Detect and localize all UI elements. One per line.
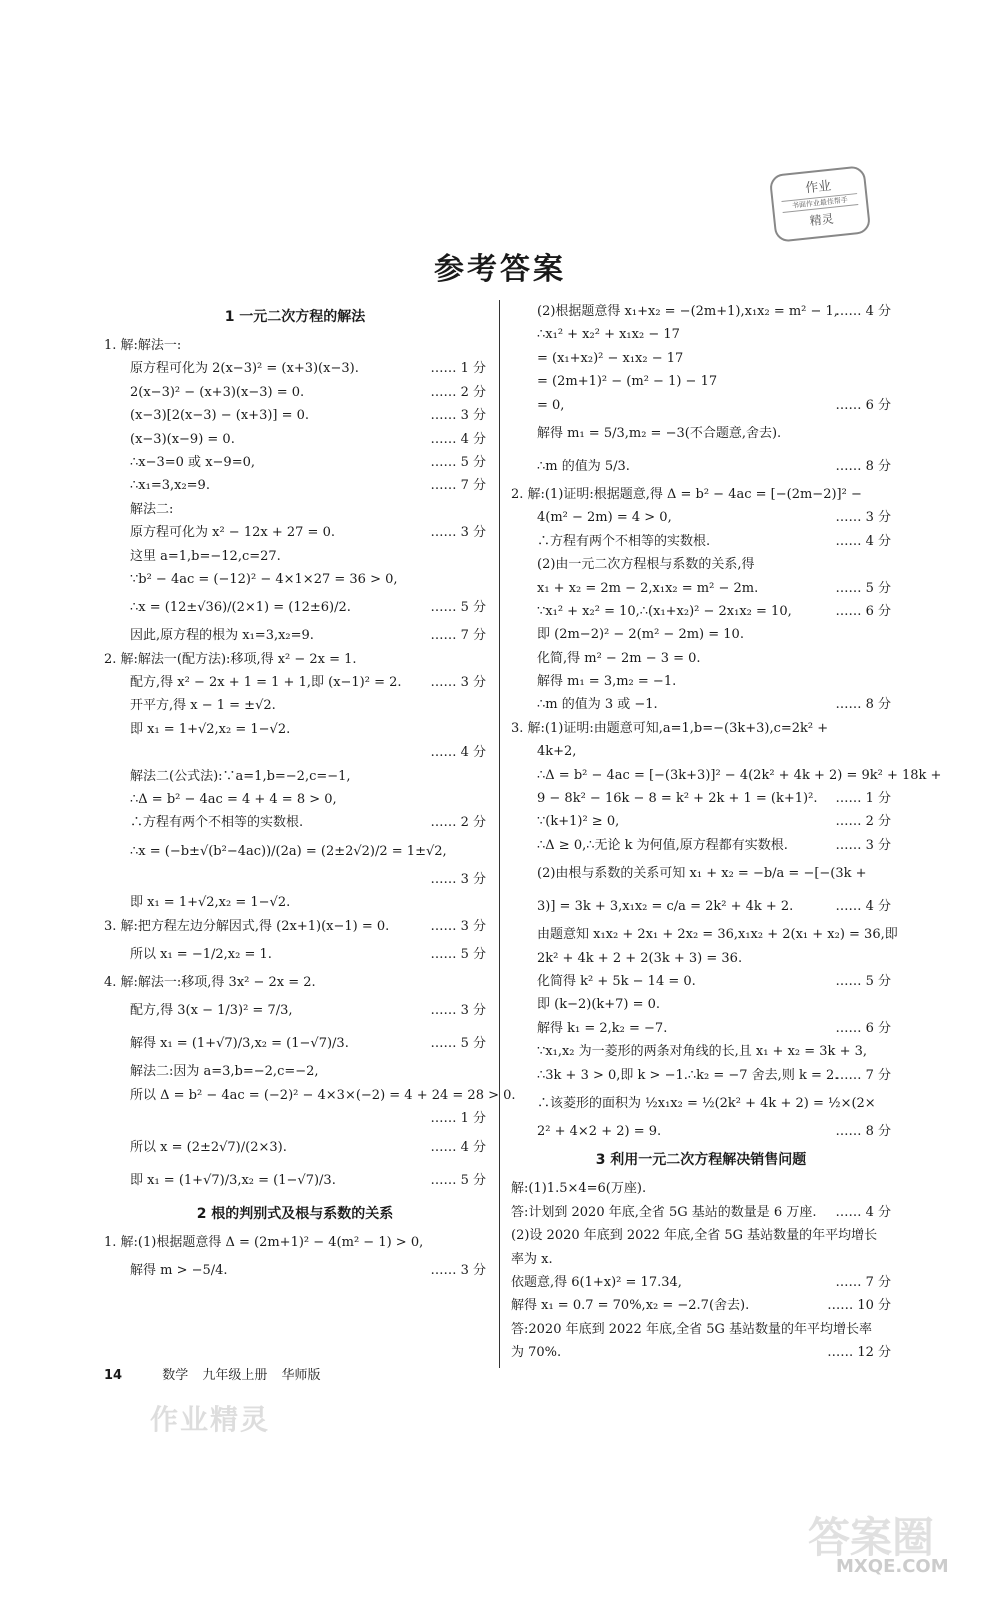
line-text: 解:(1)1.5×4=6(万座). bbox=[511, 1181, 647, 1197]
line-text: ∵b² − 4ac = (−12)² − 4×1×27 = 36 > 0, bbox=[130, 571, 398, 587]
answer-line bbox=[511, 857, 891, 890]
score-label: …… 4 分 bbox=[835, 899, 891, 915]
footer-grade: 九年级上册 bbox=[202, 1368, 268, 1383]
line-text: 解法二:因为 a=3,b=−2,c=−2, bbox=[130, 1064, 319, 1080]
score-label: …… 1 分 bbox=[835, 791, 891, 807]
line-text: (2)根据题意得 x₁+x₂ = −(2m+1),x₁x₂ = m² − 1, bbox=[537, 304, 838, 319]
line-text: 这里 a=1,b=−12,c=27. bbox=[130, 548, 281, 564]
score-label: …… 8 分 bbox=[835, 697, 891, 713]
answer-line bbox=[104, 334, 486, 357]
answer-line bbox=[104, 765, 486, 788]
section-heading bbox=[511, 1143, 891, 1177]
answer-line bbox=[104, 1084, 516, 1107]
answer-line bbox=[511, 834, 891, 857]
answer-line bbox=[511, 506, 891, 529]
answer-line bbox=[104, 788, 486, 811]
line-text: ∴方程有两个不相等的实数根. bbox=[130, 815, 304, 831]
line-text: ∴x−3=0 或 x−9=0, bbox=[130, 454, 255, 470]
answer-line bbox=[104, 694, 486, 717]
line-text: 即 (k−2)(k+7) = 0. bbox=[537, 997, 661, 1013]
line-text: 2(x−3)² − (x+3)(x−3) = 0. bbox=[130, 384, 305, 400]
line-text: 所以 x = (2±2√7)/(2×3). bbox=[130, 1139, 287, 1155]
answer-line bbox=[511, 1294, 891, 1317]
score-label: …… 3 分 bbox=[835, 510, 891, 526]
score-label: …… 4 分 bbox=[835, 1204, 891, 1220]
answer-line bbox=[104, 624, 486, 647]
answer-line bbox=[104, 1060, 486, 1083]
line-text: x₁ + x₂ = 2m − 2,x₁x₂ = m² − 2m. bbox=[537, 580, 759, 596]
score-label: …… 3 分 bbox=[430, 1262, 486, 1278]
answer-line bbox=[511, 394, 891, 417]
answer-line bbox=[104, 741, 486, 764]
line-text: 答:2020 年底到 2022 年底,全省 5G 基站数量的年平均增长率 bbox=[511, 1321, 872, 1337]
line-text: (2)设 2020 年底到 2022 年底,全省 5G 基站数量的年平均增长 bbox=[511, 1228, 878, 1244]
score-label: …… 3 分 bbox=[430, 408, 486, 424]
answer-line bbox=[511, 577, 891, 600]
score-label: …… 3 分 bbox=[430, 871, 486, 887]
line-text: 配方,得 3(x − 1/3)² = 7/3, bbox=[130, 1003, 293, 1019]
watermark-url: MXQE.COM bbox=[836, 1556, 949, 1577]
score-label: …… 7 分 bbox=[835, 1067, 891, 1083]
left-column bbox=[104, 300, 516, 1287]
line-text: 解法二: bbox=[130, 501, 174, 517]
answer-line bbox=[511, 740, 891, 763]
line-text: (2)由根与系数的关系可知 x₁ + x₂ = −b/a = −[−(3k + bbox=[537, 866, 867, 882]
line-text: 4. 解:解法一:移项,得 3x² − 2x = 2. bbox=[104, 974, 316, 990]
line-text: ∵x₁,x₂ 为一菱形的两条对角线的长,且 x₁ + x₂ = 3k + 3, bbox=[537, 1044, 867, 1060]
page-title: 参考答案 bbox=[434, 252, 566, 287]
answer-line bbox=[511, 417, 891, 450]
answer-line bbox=[104, 648, 486, 671]
line-text: 3. 解:把方程左边分解因式,得 (2x+1)(x−1) = 0. bbox=[104, 918, 390, 934]
line-text: ∴x₁=3,x₂=9. bbox=[130, 478, 210, 494]
answer-line bbox=[511, 693, 891, 716]
watermark-logo: 答案圈 bbox=[808, 1513, 935, 1562]
watermark-text: 作业精灵 bbox=[150, 1403, 271, 1436]
section-heading bbox=[104, 1197, 486, 1231]
score-label: …… 7 分 bbox=[835, 1274, 891, 1290]
line-text: (2)由一元二次方程根与系数的关系,得 bbox=[537, 557, 755, 573]
answer-line bbox=[104, 521, 486, 544]
line-text: 3 利用一元二次方程解决销售问题 bbox=[595, 1152, 807, 1169]
answer-line bbox=[104, 404, 486, 427]
answer-line bbox=[511, 1201, 891, 1224]
line-text: 解得 k₁ = 2,k₂ = −7. bbox=[537, 1020, 668, 1036]
line-text: ∴x₁² + x₂² + x₁x₂ − 17 bbox=[537, 327, 680, 343]
answer-line bbox=[511, 600, 891, 623]
line-text: 2² + 4×2 + 2) = 9. bbox=[537, 1123, 662, 1139]
score-label: …… 2 分 bbox=[430, 815, 486, 831]
answer-line bbox=[511, 993, 891, 1016]
score-label: …… 5 分 bbox=[430, 1036, 486, 1052]
answer-line bbox=[104, 811, 486, 834]
score-label: …… 5 分 bbox=[835, 580, 891, 596]
line-text: 1 一元二次方程的解法 bbox=[224, 309, 366, 325]
answer-line bbox=[511, 370, 891, 393]
answer-line bbox=[511, 1248, 891, 1271]
stamp-logo bbox=[769, 165, 872, 243]
answer-line bbox=[104, 1231, 486, 1254]
answer-line bbox=[104, 1027, 486, 1060]
answer-line bbox=[104, 451, 486, 474]
line-text: ∴方程有两个不相等的实数根. bbox=[537, 533, 711, 549]
answer-line bbox=[511, 787, 891, 810]
line-text: 1. 解:(1)根据题意得 Δ = (2m+1)² − 4(m² − 1) > 0, bbox=[104, 1234, 424, 1250]
score-label: …… 1 分 bbox=[430, 1111, 486, 1127]
score-label: …… 3 分 bbox=[430, 525, 486, 541]
line-text: 2. 解:解法一(配方法):移项,得 x² − 2x = 1. bbox=[104, 651, 357, 667]
right-column bbox=[511, 300, 942, 1364]
answer-line bbox=[511, 1318, 891, 1341]
line-text: ∴该菱形的面积为 ½x₁x₂ = ½(2k² + 4k + 2) = ½×(2× bbox=[537, 1095, 876, 1111]
line-text: ∴Δ ≥ 0,∴无论 k 为何值,原方程都有实数根. bbox=[537, 837, 788, 853]
answer-line bbox=[511, 947, 891, 970]
line-text: ∴m 的值为 3 或 −1. bbox=[537, 697, 658, 713]
answer-line bbox=[104, 1254, 486, 1287]
line-text: 即 x₁ = 1+√2,x₂ = 1−√2. bbox=[130, 895, 291, 911]
line-text: ∵x₁² + x₂² = 10,∴(x₁+x₂)² − 2x₁x₂ = 10, bbox=[537, 603, 792, 619]
line-text: 即 x₁ = (1+√7)/3,x₂ = (1−√7)/3. bbox=[130, 1172, 336, 1188]
score-label: …… 5 分 bbox=[430, 1172, 486, 1188]
score-label: …… 3 分 bbox=[430, 675, 486, 691]
score-label: …… 5 分 bbox=[430, 946, 486, 962]
line-text: 配方,得 x² − 2x + 1 = 1 + 1,即 (x−1)² = 2. bbox=[130, 675, 402, 691]
stamp-top: 作业 bbox=[804, 178, 832, 197]
score-label: …… 6 分 bbox=[835, 397, 891, 413]
answer-line bbox=[104, 381, 486, 404]
answer-line bbox=[511, 1271, 891, 1294]
line-text: 开平方,得 x − 1 = ±√2. bbox=[130, 698, 276, 714]
answer-line bbox=[104, 671, 486, 694]
answer-line bbox=[104, 545, 486, 568]
answer-line bbox=[511, 1064, 891, 1087]
score-label: …… 3 分 bbox=[430, 1003, 486, 1019]
footer-edition: 华师版 bbox=[281, 1368, 321, 1383]
line-text: 所以 Δ = b² − 4ac = (−2)² − 4×3×(−2) = 4 + 24 = 28 > 0. bbox=[130, 1087, 516, 1103]
answer-line bbox=[511, 1341, 891, 1364]
score-label: …… 3 分 bbox=[430, 918, 486, 934]
score-label: …… 3 分 bbox=[835, 837, 891, 853]
score-label: …… 8 分 bbox=[835, 1123, 891, 1139]
line-text: 原方程可化为 2(x−3)² = (x+3)(x−3). bbox=[130, 361, 359, 377]
answer-line bbox=[104, 1131, 486, 1164]
line-text: ∴Δ = b² − 4ac = [−(3k+3)]² − 4(2k² + 4k + 2) = 9k² + 18k + bbox=[537, 767, 942, 783]
footer-subject: 数学 bbox=[162, 1368, 189, 1383]
score-label: …… 2 分 bbox=[835, 814, 891, 830]
answer-line bbox=[104, 891, 486, 914]
line-text: 即 (2m−2)² − 2(m² − 2m) = 10. bbox=[537, 627, 744, 643]
score-label: …… 8 分 bbox=[835, 458, 891, 474]
answer-line bbox=[511, 670, 891, 693]
score-label: …… 6 分 bbox=[835, 603, 891, 619]
line-text: ∴Δ = b² − 4ac = 4 + 4 = 8 > 0, bbox=[130, 792, 337, 808]
score-label: …… 6 分 bbox=[835, 1020, 891, 1036]
line-text: 化简得 k² + 5k − 14 = 0. bbox=[537, 973, 696, 989]
answer-line bbox=[511, 1017, 891, 1040]
line-text: 4k+2, bbox=[537, 744, 577, 760]
answer-line bbox=[104, 498, 486, 521]
answer-line bbox=[104, 971, 486, 994]
line-text: (x−3)(x−9) = 0. bbox=[130, 431, 235, 447]
score-label: …… 4 分 bbox=[835, 533, 891, 549]
score-label: …… 5 分 bbox=[430, 454, 486, 470]
score-label: …… 12 分 bbox=[827, 1345, 891, 1361]
line-text: = (x₁+x₂)² − x₁x₂ − 17 bbox=[537, 350, 684, 366]
answer-line bbox=[511, 300, 891, 323]
answer-line bbox=[511, 1177, 891, 1200]
answer-line bbox=[104, 474, 486, 497]
line-text: ∴3k + 3 > 0,即 k > −1.∴k₂ = −7 舍去,则 k = 2. bbox=[537, 1067, 839, 1083]
answer-line bbox=[511, 1087, 891, 1120]
answer-line bbox=[104, 915, 486, 938]
stamp-bottom: 精灵 bbox=[808, 211, 835, 229]
score-label: …… 7 分 bbox=[430, 478, 486, 494]
line-text: = (2m+1)² − (m² − 1) − 17 bbox=[537, 374, 718, 390]
answer-line bbox=[511, 450, 891, 483]
line-text: ∴x = (12±√36)/(2×1) = (12±6)/2. bbox=[130, 600, 351, 616]
answer-line bbox=[511, 1120, 891, 1143]
score-label: …… 5 分 bbox=[835, 973, 891, 989]
line-text: 解得 m₁ = 3,m₂ = −1. bbox=[537, 674, 677, 690]
line-text: 化简,得 m² − 2m − 3 = 0. bbox=[537, 650, 701, 666]
answer-line bbox=[511, 970, 891, 993]
answer-line bbox=[511, 923, 898, 946]
answer-line bbox=[104, 868, 486, 891]
section-heading bbox=[104, 300, 486, 334]
line-text: (x−3)[2(x−3) − (x+3)] = 0. bbox=[130, 408, 310, 424]
answer-line bbox=[511, 647, 891, 670]
answer-line bbox=[511, 530, 891, 553]
line-text: 率为 x. bbox=[511, 1251, 553, 1267]
line-text: 因此,原方程的根为 x₁=3,x₂=9. bbox=[130, 628, 314, 644]
line-text: 2 根的判别式及根与系数的关系 bbox=[196, 1205, 394, 1222]
line-text: 解法二(公式法):∵a=1,b=−2,c=−1, bbox=[130, 768, 351, 784]
answer-line bbox=[511, 1040, 891, 1063]
line-text: 为 70%. bbox=[511, 1345, 562, 1361]
stamp-mid: 书面作业最佳帮手 bbox=[781, 193, 858, 213]
score-label: …… 4 分 bbox=[835, 304, 891, 319]
line-text: 3)] = 3k + 3,x₁x₂ = c/a = 2k² + 4k + 2. bbox=[537, 899, 794, 915]
line-text: 原方程可化为 x² − 12x + 27 = 0. bbox=[130, 525, 335, 541]
answer-line bbox=[511, 553, 891, 576]
answer-line bbox=[104, 835, 486, 868]
score-label: …… 1 分 bbox=[430, 361, 486, 377]
line-text: 解得 x₁ = (1+√7)/3,x₂ = (1−√7)/3. bbox=[130, 1036, 349, 1052]
line-text: 9 − 8k² − 16k − 8 = k² + 2k + 1 = (k+1)². bbox=[537, 791, 818, 807]
page-number: 14 bbox=[104, 1368, 123, 1383]
answer-line bbox=[104, 938, 486, 971]
line-text: 解得 x₁ = 0.7 = 70%,x₂ = −2.7(舍去). bbox=[511, 1298, 750, 1314]
line-text: 2k² + 4k + 2 + 2(3k + 3) = 36. bbox=[537, 950, 743, 966]
answer-line bbox=[104, 1164, 486, 1197]
score-label: …… 10 分 bbox=[827, 1298, 891, 1314]
score-label: …… 5 分 bbox=[430, 600, 486, 616]
score-label: …… 4 分 bbox=[430, 1139, 486, 1155]
line-text: ∵(k+1)² ≥ 0, bbox=[537, 814, 620, 830]
answer-line bbox=[104, 718, 486, 741]
line-text: ∴x = (−b±√(b²−4ac))/(2a) = (2±2√2)/2 = 1±√2, bbox=[130, 843, 447, 859]
answer-line bbox=[104, 357, 486, 380]
answer-line bbox=[511, 717, 891, 740]
line-text: 即 x₁ = 1+√2,x₂ = 1−√2. bbox=[130, 721, 291, 737]
answer-line bbox=[104, 428, 486, 451]
answer-line bbox=[511, 1224, 891, 1247]
answer-line bbox=[511, 890, 891, 923]
answer-line bbox=[511, 347, 891, 370]
line-text: ∴m 的值为 5/3. bbox=[537, 458, 630, 474]
line-text: = 0, bbox=[537, 397, 565, 413]
page-footer bbox=[104, 1364, 331, 1383]
score-label: …… 7 分 bbox=[430, 628, 486, 644]
score-label: …… 4 分 bbox=[430, 745, 486, 761]
line-text: 所以 x₁ = −1/2,x₂ = 1. bbox=[130, 946, 272, 962]
line-text: 1. 解:解法一: bbox=[104, 338, 182, 353]
answer-line bbox=[511, 623, 891, 646]
line-text: 4(m² − 2m) = 4 > 0, bbox=[537, 510, 672, 526]
answer-line bbox=[104, 994, 486, 1027]
answer-line bbox=[104, 591, 486, 624]
line-text: 由题意知 x₁x₂ + 2x₁ + 2x₂ = 36,x₁x₂ + 2(x₁ + x₂) = 36,即 bbox=[537, 927, 898, 943]
line-text: 答:计划到 2020 年底,全省 5G 基站的数量是 6 万座. bbox=[511, 1204, 817, 1220]
answer-line bbox=[104, 568, 486, 591]
column-divider bbox=[499, 300, 500, 1368]
score-label: …… 4 分 bbox=[430, 431, 486, 447]
line-text: 解得 m₁ = 5/3,m₂ = −3(不合题意,舍去). bbox=[537, 425, 782, 441]
line-text: 2. 解:(1)证明:根据题意,得 Δ = b² − 4ac = [−(2m−2)]² − bbox=[511, 486, 862, 502]
line-text: 解得 m > −5/4. bbox=[130, 1262, 228, 1278]
line-text: 依题意,得 6(1+x)² = 17.34, bbox=[511, 1274, 682, 1290]
answer-line bbox=[511, 764, 942, 787]
answer-line bbox=[511, 810, 891, 833]
answer-line bbox=[104, 1107, 486, 1130]
score-label: …… 2 分 bbox=[430, 384, 486, 400]
answer-line bbox=[511, 483, 891, 506]
answer-line bbox=[511, 323, 891, 346]
line-text: 3. 解:(1)证明:由题意可知,a=1,b=−(3k+3),c=2k² + bbox=[511, 720, 829, 736]
